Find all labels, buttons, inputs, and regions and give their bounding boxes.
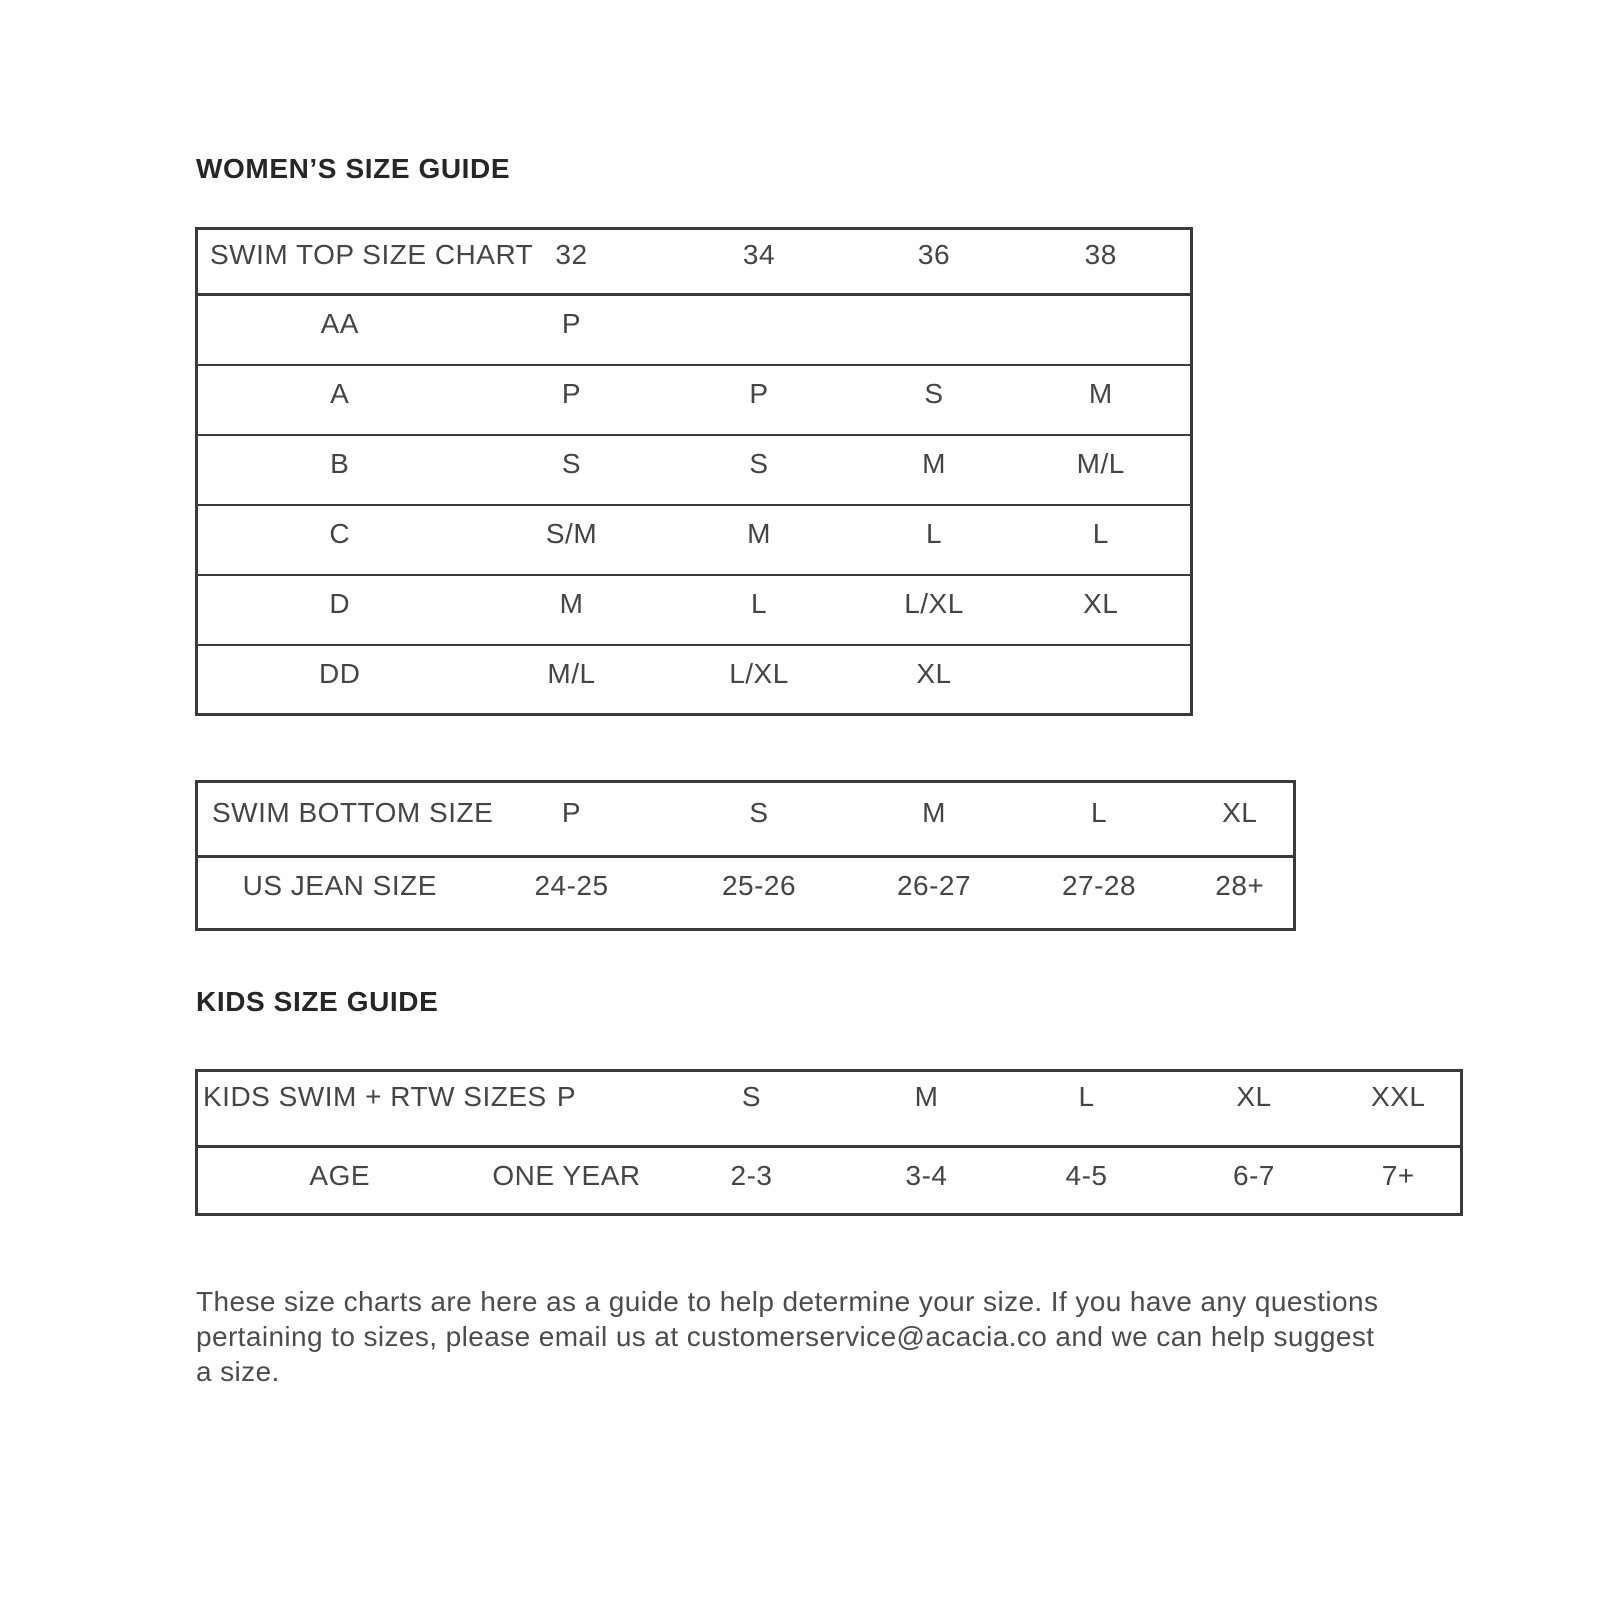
row-label: C: [197, 505, 482, 575]
size-cell: P: [482, 365, 662, 435]
size-cell: XL: [1012, 575, 1192, 645]
size-cell: 27-28: [1061, 870, 1137, 901]
column-header: S: [662, 782, 857, 857]
column-header: P: [482, 782, 662, 857]
size-cell: 4-5: [1065, 1160, 1108, 1191]
table-header-row: [197, 782, 1295, 857]
size-cell: [662, 295, 857, 365]
table-row: [197, 857, 1295, 930]
size-cell: M: [482, 575, 662, 645]
size-cell: M: [1012, 365, 1192, 435]
column-header: XXL: [1337, 1071, 1462, 1147]
size-cell: L: [1012, 505, 1192, 575]
size-cell: [857, 295, 1012, 365]
size-cell: S: [662, 435, 857, 505]
size-cell: L: [857, 505, 1012, 575]
column-header: M: [857, 782, 1012, 857]
note-line: a size.: [196, 1356, 280, 1387]
row-label: US JEAN SIZE: [242, 870, 437, 901]
column-header: XL: [1187, 782, 1295, 857]
size-cell: 2-3: [730, 1160, 773, 1191]
column-header: S: [652, 1071, 852, 1147]
table-title-cell: SWIM TOP SIZE CHART: [197, 229, 482, 295]
table-row: [197, 295, 1192, 365]
table-title-cell: SWIM BOTTOM SIZE: [197, 782, 482, 857]
size-cell: M/L: [547, 657, 596, 689]
size-cell: L: [662, 575, 857, 645]
row-label: DD: [319, 657, 361, 689]
size-cell: 6-7: [1233, 1160, 1275, 1191]
column-header: 36: [857, 229, 1012, 295]
row-label: A: [197, 365, 482, 435]
table-row: [197, 1147, 1462, 1215]
column-header: P: [482, 1071, 652, 1147]
size-cell: S: [482, 435, 662, 505]
size-cell: M: [857, 435, 1012, 505]
column-header: M: [852, 1071, 1002, 1147]
column-header: L: [1012, 782, 1187, 857]
footer-note: [196, 1284, 1378, 1389]
size-cell: XL: [916, 657, 952, 689]
size-cell: 25-26: [721, 870, 797, 901]
size-cell: ONE YEAR: [492, 1160, 641, 1191]
table-row: [197, 575, 1192, 645]
row-label: D: [197, 575, 482, 645]
column-header: 38: [1012, 229, 1192, 295]
size-cell: S: [857, 365, 1012, 435]
size-cell: 7+: [1381, 1160, 1415, 1191]
note-line: These size charts are here as a guide to help determine your size. If you have any questions: [196, 1286, 1379, 1317]
table-header-row: [197, 229, 1192, 295]
size-cell: 3-4: [905, 1160, 948, 1191]
table-row: [197, 435, 1192, 505]
column-header: 32: [482, 229, 662, 295]
size-cell: P: [662, 365, 857, 435]
size-cell: 26-27: [896, 870, 972, 901]
size-cell: [1012, 295, 1192, 365]
size-cell: P: [482, 295, 662, 365]
size-cell: L/XL: [729, 657, 789, 689]
table-row: [197, 505, 1192, 575]
row-label: AA: [197, 295, 482, 365]
kids-size-guide-heading: KIDS SIZE GUIDE: [196, 986, 439, 1017]
table-row: [197, 645, 1192, 715]
size-cell: [1012, 645, 1192, 715]
size-cell: L/XL: [857, 575, 1012, 645]
note-line: pertaining to sizes, please email us at customerservice@acacia.co and we can help suggest: [196, 1321, 1375, 1352]
table-row: [197, 365, 1192, 435]
column-header: 34: [662, 229, 857, 295]
table-title-cell: KIDS SWIM + RTW SIZES: [197, 1071, 482, 1147]
column-header: XL: [1172, 1071, 1337, 1147]
table-header-row: [197, 1071, 1462, 1147]
row-label: B: [197, 435, 482, 505]
size-cell: S/M: [482, 505, 662, 575]
row-label: AGE: [309, 1160, 371, 1191]
size-cell: 24-25: [534, 870, 609, 901]
size-cell: 28+: [1215, 870, 1265, 901]
column-header: L: [1002, 1071, 1172, 1147]
size-cell: M/L: [1012, 435, 1192, 505]
swim-bottom-size-table: [195, 780, 1296, 931]
womens-size-guide-heading: WOMEN’S SIZE GUIDE: [196, 153, 511, 184]
kids-swim-rtw-table: [195, 1069, 1463, 1216]
size-cell: M: [662, 505, 857, 575]
swim-top-size-table: [195, 227, 1193, 716]
